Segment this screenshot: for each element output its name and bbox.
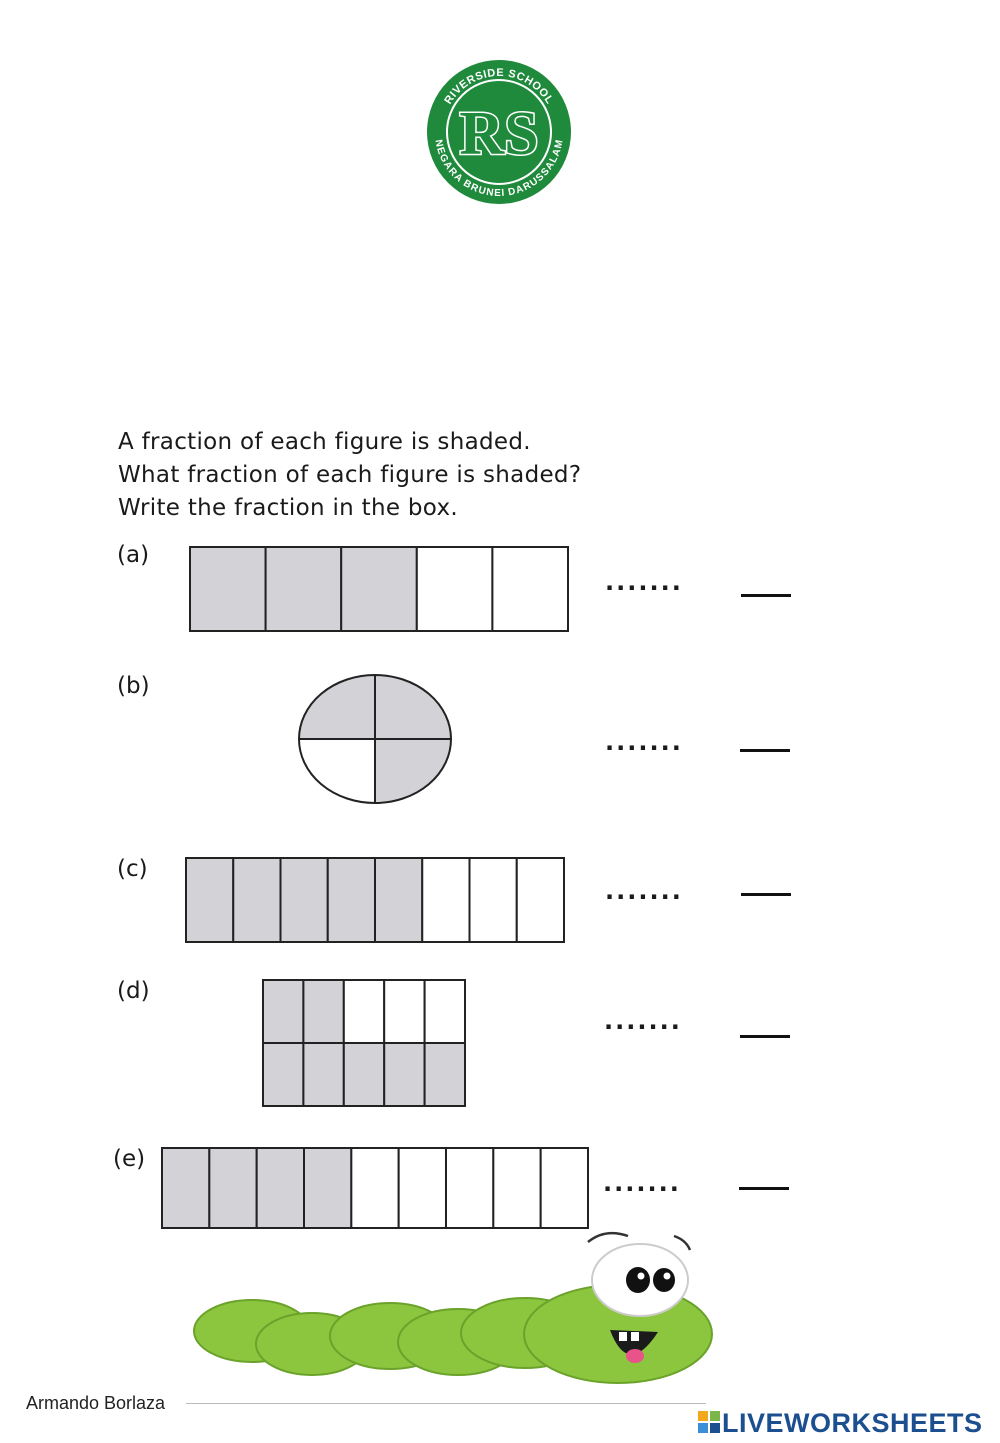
shaded-part	[304, 1148, 351, 1228]
question-b-dots: .......	[605, 728, 683, 756]
question-a-answer-input[interactable]	[741, 594, 791, 597]
unshaded-part	[541, 1148, 588, 1228]
question-c-answer-input[interactable]	[741, 893, 791, 896]
shaded-part	[266, 547, 342, 631]
question-d-figure	[261, 978, 467, 1108]
unshaded-part	[351, 1148, 398, 1228]
unshaded-part	[399, 1148, 446, 1228]
question-d-answer-input[interactable]	[740, 1035, 790, 1038]
school-seal-icon	[425, 58, 573, 206]
question-c-dots: .......	[605, 877, 683, 905]
shaded-part	[186, 858, 233, 942]
unshaded-part	[470, 858, 517, 942]
shaded-part	[299, 675, 375, 739]
question-a-dots: .......	[605, 568, 683, 596]
shaded-part	[341, 547, 417, 631]
brand-name: LIVEWORKSHEETS	[722, 1408, 983, 1438]
instructions	[118, 426, 581, 525]
unshaded-part	[299, 739, 375, 803]
instruction-line-2: What fraction of each figure is shaded?	[118, 462, 582, 488]
caterpillar-head	[524, 1233, 712, 1383]
question-e-dots: .......	[603, 1169, 681, 1197]
unshaded-part	[517, 858, 564, 942]
question-c-figure	[184, 856, 566, 944]
brand-link[interactable]	[698, 1408, 983, 1440]
question-b-answer-input[interactable]	[740, 749, 790, 752]
logo-ring-bottom: NEGARA BRUNEI DARUSSALAM	[432, 138, 566, 200]
unshaded-part	[425, 980, 465, 1043]
shaded-part	[375, 675, 451, 739]
question-b-label: (b)	[117, 673, 150, 699]
question-b-figure	[296, 672, 454, 806]
shaded-part	[190, 547, 266, 631]
shaded-part	[263, 1043, 303, 1106]
shaded-part	[162, 1148, 209, 1228]
footer-divider	[186, 1403, 706, 1404]
shaded-part	[328, 858, 375, 942]
unshaded-part	[384, 980, 424, 1043]
logo-ring-top: RIVERSIDE SCHOOL	[442, 66, 556, 107]
question-d-dots: .......	[604, 1007, 682, 1035]
shaded-part	[281, 858, 328, 942]
shaded-part	[303, 980, 343, 1043]
liveworksheets-logo-icon	[698, 1409, 720, 1440]
question-e-label: (e)	[113, 1146, 146, 1172]
shaded-part	[375, 858, 422, 942]
unshaded-part	[344, 980, 384, 1043]
school-logo	[425, 58, 573, 206]
unshaded-part	[493, 1148, 540, 1228]
question-c-label: (c)	[117, 856, 148, 882]
question-e-figure	[160, 1146, 590, 1230]
shaded-part	[303, 1043, 343, 1106]
shaded-part	[209, 1148, 256, 1228]
shaded-part	[344, 1043, 384, 1106]
unshaded-part	[417, 547, 493, 631]
question-d-label: (d)	[117, 978, 150, 1004]
shaded-part	[233, 858, 280, 942]
instruction-line-3: Write the fraction in the box.	[118, 495, 458, 521]
instruction-line-1: A fraction of each figure is shaded.	[118, 429, 531, 455]
question-a-figure	[188, 545, 570, 633]
shaded-part	[375, 739, 451, 803]
shaded-part	[384, 1043, 424, 1106]
shaded-part	[257, 1148, 304, 1228]
author-name: Armando Borlaza	[26, 1393, 166, 1413]
question-a-label: (a)	[117, 542, 150, 568]
logo-initials: RS	[459, 100, 539, 168]
caterpillar-illustration	[190, 1228, 750, 1398]
unshaded-part	[446, 1148, 493, 1228]
shaded-part	[263, 980, 303, 1043]
shaded-part	[425, 1043, 465, 1106]
unshaded-part	[492, 547, 568, 631]
unshaded-part	[422, 858, 469, 942]
question-e-answer-input[interactable]	[739, 1187, 789, 1190]
